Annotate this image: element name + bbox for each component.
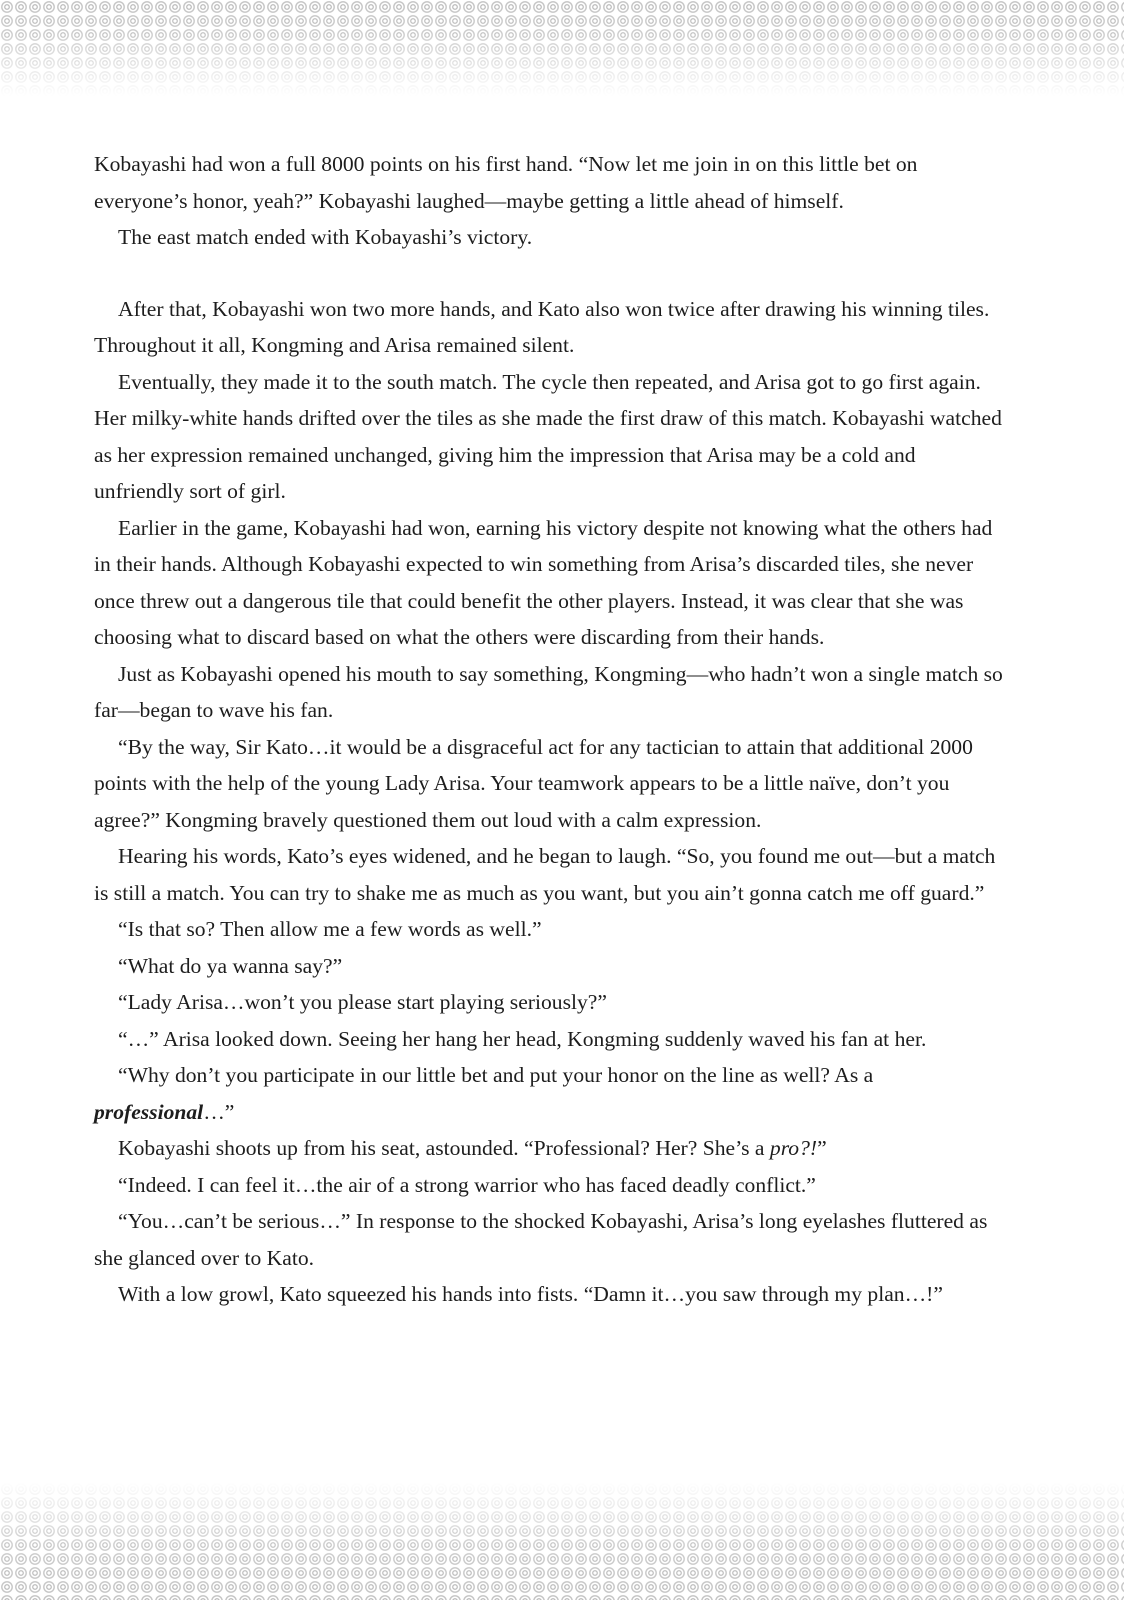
paragraph: Kobayashi had won a full 8000 points on his first hand. “Now let me join in on this little bet on everyone’s honor, yeah?” Kobayashi laughed—maybe getting a little ahead of himself. bbox=[94, 152, 918, 213]
paragraph: “Is that so? Then allow me a few words as well.” bbox=[118, 917, 542, 941]
text-run: Kobayashi shoots up from his seat, astounded. “Professional? Her? She’s a bbox=[118, 1136, 770, 1160]
decorative-pattern-bottom bbox=[0, 1482, 1124, 1600]
text-run: …” bbox=[203, 1099, 235, 1124]
text-run: ” bbox=[817, 1136, 827, 1160]
paragraph: After that, Kobayashi won two more hands, and Kato also won twice after drawing his winning tiles. Throughout it all, Kongming and Arisa remained silent. bbox=[94, 296, 990, 357]
paragraph: With a low growl, Kato squeezed his hands into fists. “Damn it…you saw through my plan…!” bbox=[118, 1282, 943, 1306]
paragraph: “Lady Arisa…won’t you please start playing seriously?” bbox=[118, 990, 607, 1014]
emphasis-pro: pro?! bbox=[769, 1136, 818, 1160]
paragraph: The east match ended with Kobayashi’s victory. bbox=[118, 225, 533, 249]
text-run: “Why don’t you participate in our little bet and put your honor on the line as well? As a bbox=[118, 1063, 874, 1087]
paragraph: “Indeed. I can feel it…the air of a strong warrior who has faced deadly conflict.” bbox=[118, 1172, 816, 1197]
paragraph: “You…can’t be serious…” In response to the shocked Kobayashi, Arisa’s long eyelashes fluttered as she glanced over to Kato. bbox=[94, 1209, 988, 1270]
emphasis-professional: professional bbox=[94, 1099, 204, 1124]
paragraph: Just as Kobayashi opened his mouth to say something, Kongming—who hadn’t won a single match so far—began to wave his fan. bbox=[94, 661, 1003, 722]
paragraph: “What do ya wanna say?” bbox=[118, 953, 343, 978]
paragraph: Eventually, they made it to the south match. The cycle then repeated, and Arisa got to go first again. Her milky-white hands drifted over the tiles as she made the first draw of this match. Kobayashi watched as her expression remained unchanged, giving him the impression that Arisa may be a cold and unfriendly sort of girl. bbox=[94, 369, 1002, 503]
paragraph: Hearing his words, Kato’s eyes widened, and he began to laugh. “So, you found me out—but a match is still a match. You can try to shake me as much as you want, but you ain’t gonna catch me off guard.” bbox=[94, 844, 996, 905]
paragraph: “…” Arisa looked down. Seeing her hang her head, Kongming suddenly waved his fan at her. bbox=[118, 1026, 927, 1051]
paragraph: Earlier in the game, Kobayashi had won, earning his victory despite not knowing what the others had in their hands. Although Kobayashi expected to win something from Arisa’s discarded tiles, she never once threw out a dangerous tile that could benefit the other players. Instead, it was clear that she was choosing what to discard based on what the others were discarding from their hands. bbox=[94, 515, 993, 649]
paragraph: “By the way, Sir Kato…it would be a disgraceful act for any tactician to attain that additional 2000 points with the help of the young Lady Arisa. Your teamwork appears to be a little naïve, don’t you agree?” Kongming bravely questioned them out loud with a calm expression. bbox=[94, 734, 973, 832]
paragraph-bet bbox=[94, 1057, 1006, 1130]
paragraph-pro bbox=[94, 1130, 1006, 1167]
decorative-pattern-top bbox=[0, 0, 1124, 96]
novel-page-text bbox=[94, 146, 1006, 1313]
